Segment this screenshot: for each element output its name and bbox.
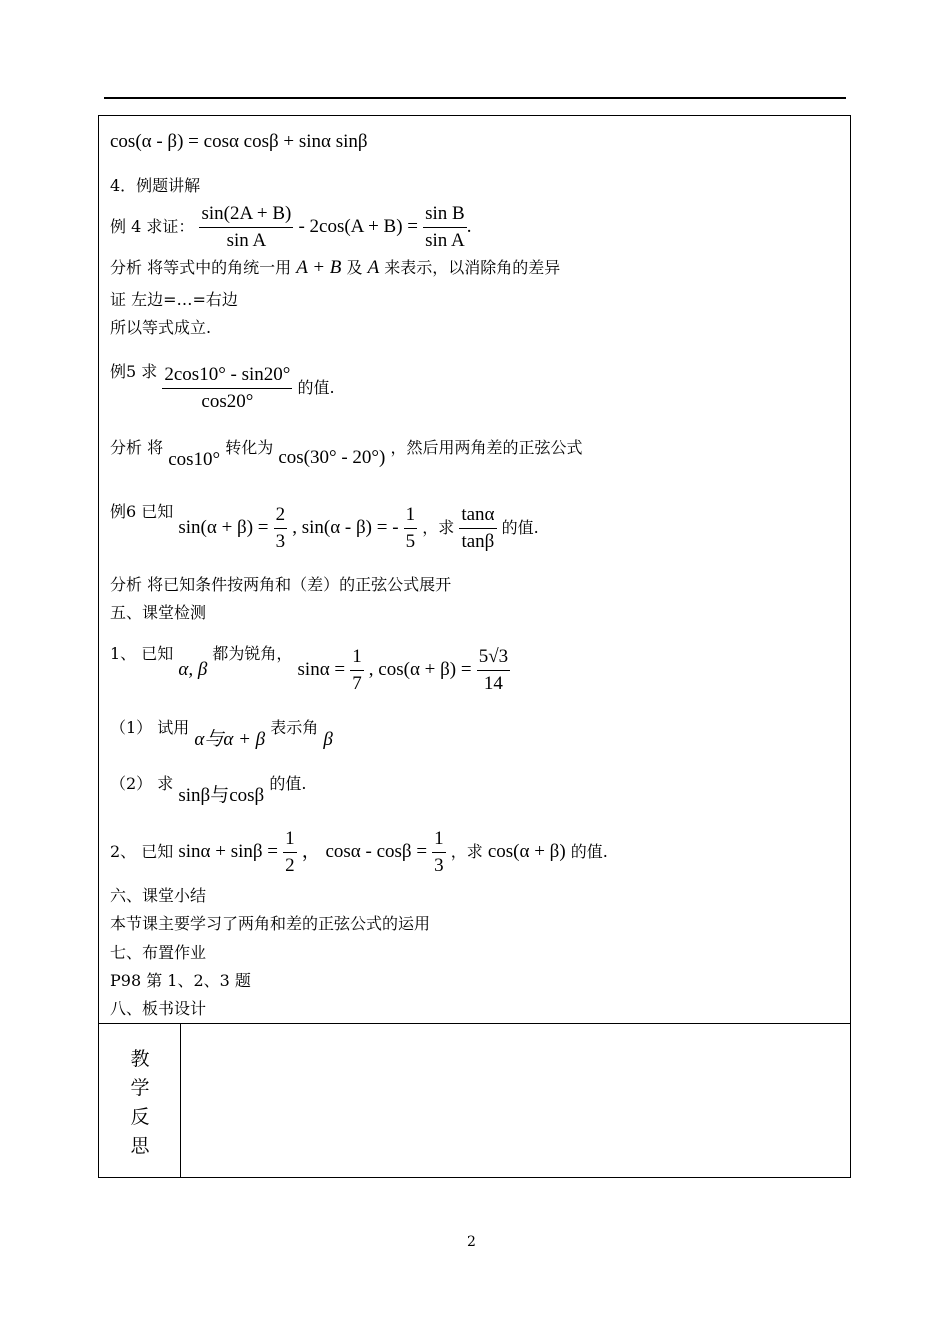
example-4-lhs-denominator: sin A: [226, 230, 267, 251]
question-2: [110, 826, 608, 879]
question-2-fraction-1: [283, 826, 297, 879]
cos-difference-formula: cos(α - β) = cosα cosβ + sinα sinβ: [110, 131, 368, 152]
example-5: [110, 362, 335, 415]
fraction-denominator: 5: [405, 531, 416, 552]
example-4-analysis: [110, 258, 560, 278]
example-4-rhs-denominator: sin A: [425, 230, 465, 251]
reflection-label-char: 反: [130, 1106, 150, 1128]
fraction-denominator: 14: [483, 673, 503, 694]
section-5-title: 五、课堂检测: [110, 603, 207, 622]
example-6-text: ，求: [422, 518, 455, 537]
part-label: （2） 求: [110, 774, 174, 793]
example-4-lhs-numerator: sin(2A + B): [199, 201, 293, 228]
part-expr: sinβ与cosβ: [178, 785, 265, 806]
question-1-text: 都为锐角，: [212, 644, 293, 663]
reflection-label-char: 学: [130, 1077, 150, 1099]
analysis-expr: A: [367, 257, 380, 278]
example-4-conclusion: 所以等式成立.: [110, 318, 212, 337]
fraction-denominator: 3: [275, 531, 286, 552]
section-7-title: 七、布置作业: [110, 943, 207, 962]
page-number: 2: [467, 1234, 476, 1250]
analysis-text: 来表示，以消除角的差异: [384, 258, 561, 277]
question-1-part-2: [110, 774, 307, 806]
part-expr: β: [323, 729, 333, 750]
part-text: 表示角: [270, 718, 319, 737]
example-6-fraction-1: [274, 502, 288, 555]
fraction-numerator: tanα: [459, 502, 496, 529]
analysis-text: 分析 将: [110, 438, 164, 457]
example-6-fraction-3: [459, 502, 496, 555]
reflection-label-char: 思: [130, 1135, 150, 1157]
analysis-expr: cos10°: [168, 449, 221, 470]
example-4-rhs-numerator: sin B: [423, 201, 467, 228]
example-4-end: .: [466, 216, 472, 237]
table-column-divider: [180, 1023, 181, 1178]
question-1-expr: , cos(α + β) =: [368, 659, 472, 680]
analysis-text: 及: [346, 258, 363, 277]
section-8-title: 八、板书设计: [110, 999, 207, 1018]
question-2-fraction-2: [432, 826, 446, 879]
example-5-suffix: 的值.: [297, 378, 335, 397]
fraction-denominator: 3: [434, 855, 444, 876]
example-4-proof: 证 左边=…=右边: [110, 290, 238, 309]
example-4-rhs-fraction: [423, 201, 467, 254]
part-label: （1） 试用: [110, 718, 190, 737]
example-5-analysis: [110, 438, 583, 470]
example-4-middle: - 2cos(A + B) =: [298, 216, 419, 237]
question-2-text: ，求: [450, 842, 483, 861]
example-4-prefix: 例 4 求证：: [110, 217, 195, 236]
analysis-expr: cos(30° - 20°): [278, 447, 386, 468]
table-row-divider: [98, 1023, 851, 1024]
fraction-numerator: 2: [274, 502, 288, 529]
part-text: 的值.: [269, 774, 307, 793]
example-6-prefix: 例6 已知: [110, 502, 174, 521]
example-6-expr: , sin(α - β) = -: [292, 517, 399, 538]
example-4: [110, 201, 471, 254]
part-expr: α与α + β: [194, 729, 266, 750]
question-1-angles: α, β: [178, 659, 208, 680]
question-1: [110, 644, 510, 697]
example-5-denominator: cos20°: [201, 391, 254, 412]
homework: P98 第 1、2、3 题: [110, 971, 251, 990]
analysis-text: 转化为: [225, 438, 274, 457]
example-6-analysis: 分析 将已知条件按两角和（差）的正弦公式展开: [110, 575, 452, 594]
fraction-denominator: 2: [285, 855, 295, 876]
analysis-text: 分析 将等式中的角统一用: [110, 258, 292, 277]
question-1-prefix: 1、 已知: [110, 644, 174, 663]
question-2-expr: sinα + sinβ =: [178, 841, 279, 862]
question-1-fraction-2: [477, 644, 510, 697]
fraction-numerator: 1: [404, 502, 418, 529]
question-2-suffix: 的值.: [570, 842, 608, 861]
question-2-expr: cos(α + β): [487, 841, 566, 862]
analysis-text: ，然后用两角差的正弦公式: [390, 438, 583, 457]
example-6-fraction-2: [404, 502, 418, 555]
section-4-title: 4．例题讲解: [110, 176, 201, 195]
header-rule: [104, 97, 846, 99]
question-1-part-1: [110, 718, 333, 750]
example-6-expr: sin(α + β) =: [178, 517, 269, 538]
example-6-suffix: 的值.: [501, 518, 539, 537]
example-5-prefix: 例5 求: [110, 362, 158, 381]
example-6: [110, 502, 539, 555]
example-5-fraction: [162, 362, 292, 415]
analysis-expr: A + B: [296, 257, 342, 278]
fraction-numerator: 5√3: [477, 644, 510, 671]
lesson-summary: 本节课主要学习了两角和差的正弦公式的运用: [110, 914, 431, 933]
question-2-prefix: 2、 已知: [110, 842, 174, 861]
reflection-label-char: 教: [130, 1048, 150, 1070]
question-1-expr: sinα =: [297, 659, 346, 680]
fraction-denominator: 7: [352, 673, 362, 694]
example-4-lhs-fraction: [199, 201, 293, 254]
example-5-numerator: 2cos10° - sin20°: [162, 362, 292, 389]
question-2-expr: ， cosα - cosβ =: [301, 841, 428, 862]
section-6-title: 六、课堂小结: [110, 886, 207, 905]
fraction-numerator: 1: [283, 826, 297, 853]
question-1-fraction-1: [350, 644, 364, 697]
fraction-numerator: 1: [350, 644, 364, 671]
fraction-denominator: tanβ: [461, 531, 495, 552]
fraction-numerator: 1: [432, 826, 446, 853]
